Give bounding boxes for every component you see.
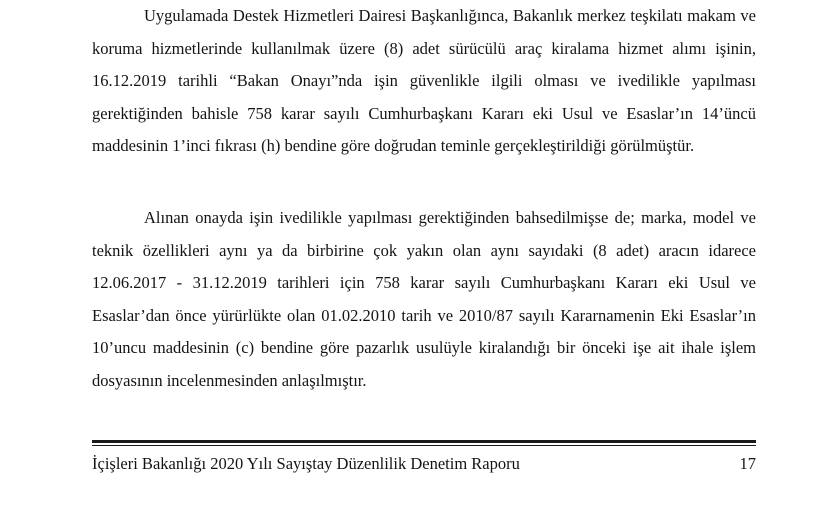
body-paragraph-1: Uygulamada Destek Hizmetleri Dairesi Başkanlığınca, Bakanlık merkez teşkilatı makam ve koruma hizmetlerinde kullanılmak üzere (8) adet sürücülü araç kiralama hizmet alımı işinin, 16.12.2019 tarihli “Bakan Onayı”nda işin güvenlikle ilgili olması ve ivedilikle yapılması gerektiğinden bahisle 758 karar sayılı Cumhurbaşkanı Kararı eki Usul ve Esaslar’ın 14’üncü maddesinin 1’inci fıkrası (h) bendine göre doğrudan teminle gerçekleştirildiği görülmüştür. xyxy=(92,6,756,155)
footer-report-title: İçişleri Bakanlığı 2020 Yılı Sayıştay Düzenlilik Denetim Raporu xyxy=(92,454,520,473)
page-number: 17 xyxy=(739,454,756,473)
footer-divider-thick xyxy=(92,440,756,443)
footer-divider-thin xyxy=(92,445,756,446)
body-paragraph-2: Alınan onayda işin ivedilikle yapılması gerektiğinden bahsedilmişse de; marka, model ve teknik özellikleri aynı ya da birbirine çok yakın olan aynı sayıdaki (8 adet) aracın idarece 12.06.2017 - 31.12.2019 tarihleri için 758 karar sayılı Cumhurbaşkanı Kararı eki Usul ve Esaslar’dan önce yürürlükte olan 01.02.2010 tarih ve 2010/87 sayılı Kararnamenin Eki Esaslar’ın 10’uncu maddesinin (c) bendine göre pazarlık usulüyle kiralandığı bir önceki işe ait ihale işlem dosyasının incelenmesinden anlaşılmıştır. xyxy=(92,208,756,390)
page-footer xyxy=(92,453,756,475)
